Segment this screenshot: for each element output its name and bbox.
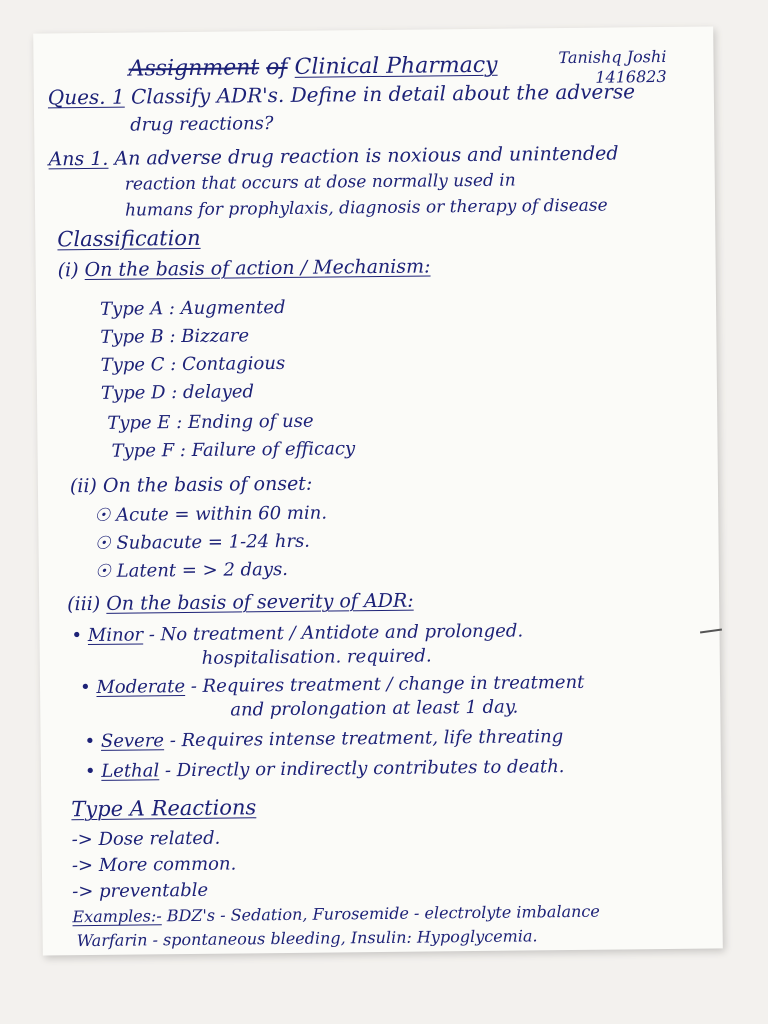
section-3-heading bbox=[67, 590, 414, 616]
section-1-number: (i) bbox=[57, 259, 79, 282]
onset-item bbox=[94, 503, 327, 526]
severity-desc: - Requires intense treatment, life threating bbox=[169, 726, 564, 752]
section-2-heading bbox=[70, 473, 313, 498]
severity-term: Minor bbox=[87, 624, 144, 647]
type-item: Type E : Ending of use bbox=[107, 410, 314, 434]
severity-item: • Lethal - Directly or indirectly contributes to death. bbox=[84, 756, 565, 783]
type-item: Type A : Augmented bbox=[99, 296, 286, 320]
question-label: Ques. 1 bbox=[47, 84, 125, 110]
author-name: Tanishq Joshi bbox=[558, 46, 667, 68]
section-1-title: On the basis of action / Mechanism: bbox=[84, 255, 431, 282]
type-item: Type B : Bizzare bbox=[100, 325, 250, 348]
examples-line-1 bbox=[72, 902, 600, 927]
examples-label: Examples:- bbox=[72, 906, 162, 927]
notebook-page bbox=[33, 26, 723, 955]
severity-desc: - Directly or indirectly contributes to death. bbox=[164, 756, 565, 782]
answer-text-2: reaction that occurs at dose normally used in bbox=[124, 170, 516, 195]
type-a-heading: Type A Reactions bbox=[71, 795, 257, 822]
type-item: Type C : Contagious bbox=[100, 352, 286, 376]
title-word-assignment: Assignment bbox=[128, 55, 260, 82]
section-2-title: On the basis of onset: bbox=[102, 472, 313, 497]
severity-desc-cont: hospitalisation. required. bbox=[201, 645, 432, 669]
bullet-circle-icon: ☉ bbox=[94, 560, 112, 582]
onset-item-text: Latent = > 2 days. bbox=[116, 558, 289, 582]
severity-item: • Severe - Requires intense treatment, life threating bbox=[84, 726, 564, 753]
onset-item-text: Acute = within 60 min. bbox=[116, 502, 328, 526]
answer-line bbox=[48, 142, 618, 170]
severity-term: Moderate bbox=[96, 676, 186, 698]
severity-desc: - Requires treatment / change in treatment bbox=[190, 671, 585, 697]
title-subject: Clinical Pharmacy bbox=[294, 52, 498, 80]
bullet-circle-icon: ☉ bbox=[94, 532, 111, 554]
severity-item: • Minor - No treatment / Antidote and prolonged. bbox=[71, 620, 524, 647]
question-text-2: drug reactions? bbox=[130, 113, 274, 136]
example-2: Warfarin - spontaneous bleeding, Insulin: Hypoglycemia. bbox=[76, 926, 538, 951]
section-3-number: (iii) bbox=[67, 592, 101, 616]
type-a-point: -> preventable bbox=[72, 879, 209, 903]
question-line bbox=[48, 79, 635, 109]
classification-heading: Classification bbox=[57, 225, 201, 252]
severity-desc: - No treatment / Antidote and prolonged. bbox=[148, 620, 524, 646]
page-title bbox=[128, 53, 497, 82]
answer-label: Ans 1. bbox=[48, 147, 109, 171]
answer-text-3: humans for prophylaxis, diagnosis or therapy of disease bbox=[124, 195, 608, 221]
author-id: 1416823 bbox=[595, 66, 667, 87]
type-a-point: -> More common. bbox=[71, 853, 237, 877]
severity-term: Severe bbox=[100, 730, 165, 752]
type-a-point: -> Dose related. bbox=[71, 827, 221, 851]
onset-item bbox=[94, 531, 310, 554]
severity-term: Lethal bbox=[101, 760, 160, 782]
bullet-circle-icon: ☉ bbox=[94, 504, 111, 526]
section-2-number: (ii) bbox=[69, 474, 98, 498]
section-3-title: On the basis of severity of ADR: bbox=[106, 589, 414, 615]
example-1: BDZ's - Sedation, Furosemide - electrolyte imbalance bbox=[166, 901, 600, 926]
onset-item bbox=[95, 559, 288, 582]
type-item: Type D : delayed bbox=[100, 381, 255, 404]
onset-item-text: Subacute = 1-24 hrs. bbox=[116, 530, 311, 554]
severity-desc-cont: and prolongation at least 1 day. bbox=[230, 696, 519, 721]
question-text-1: Classify ADR's. Define in detail about the adverse bbox=[130, 79, 636, 109]
title-word-of: of bbox=[266, 54, 288, 81]
type-item: Type F : Failure of efficacy bbox=[111, 438, 356, 462]
section-1-heading bbox=[58, 255, 431, 281]
answer-text-1: An adverse drug reaction is noxious and unintended bbox=[114, 142, 619, 170]
severity-item: • Moderate - Requires treatment / change in treatment bbox=[79, 671, 585, 699]
